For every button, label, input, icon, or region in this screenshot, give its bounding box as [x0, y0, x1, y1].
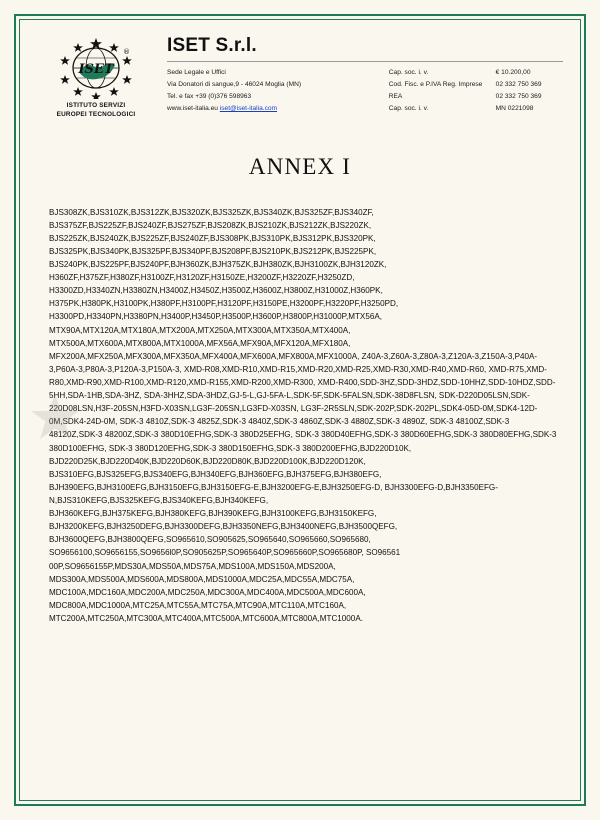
website-text: www.iset-italia.eu — [167, 104, 220, 112]
annex-product-list — [27, 206, 573, 626]
letterhead — [27, 27, 573, 120]
info-web — [167, 103, 389, 115]
company-block — [155, 35, 563, 115]
logo-block — [37, 35, 155, 120]
info-row — [167, 79, 563, 91]
info-address: Via Donatori di sangue,9 - 46024 Moglia (MN) — [167, 80, 302, 88]
svg-text:ISET: ISET — [78, 62, 114, 77]
logo-caption-line1: ISTITUTO SERVIZI — [66, 102, 126, 109]
logo-caption — [37, 101, 155, 120]
email-link[interactable]: iset@iset-italia.com — [219, 104, 278, 112]
page-title: ANNEX I — [248, 153, 352, 179]
info-address: Sede Legale e Uffici — [167, 68, 226, 76]
svg-text:®: ® — [123, 48, 130, 56]
iset-globe-logo-icon — [53, 37, 139, 99]
info-value: 02 332 750 369 — [495, 80, 542, 88]
header-divider — [167, 61, 563, 62]
info-label: Cod. Fisc. e P.IVA Reg. Imprese — [388, 80, 483, 88]
info-label: Cap. soc. i. v. — [388, 104, 429, 112]
info-value: € 10.200,00 — [495, 68, 531, 76]
logo-caption-line2: EUROPEI TECNOLOGICI — [56, 111, 136, 119]
info-row — [167, 103, 563, 115]
info-row — [167, 91, 563, 103]
info-value: MN 0221098 — [495, 104, 534, 112]
info-phone: Tel. e fax +39 (0)376 598963 — [167, 92, 252, 100]
info-value: 02 332 750 369 — [495, 92, 542, 100]
info-label: REA — [388, 92, 403, 100]
info-row — [167, 67, 563, 79]
info-label: Cap. soc. i. v. — [388, 68, 429, 76]
product-codes-text: BJS308ZK,BJS310ZK,BJS312ZK,BJS320ZK,BJS325ZK,BJS340ZK,BJS325ZF,BJS340ZF, BJS375ZF,BJS225ZF,BJS240ZF,BJS275ZF,BJS208ZK,BJS210ZK,BJS212ZK,BJS220ZK, BJS225ZK,BJS240ZK,BJS225ZF,BJS240ZF,BJS308PK,BJS310PK,BJS312PK,BJS320PK, BJS325PK,BJS340PK,BJS325PF,BJS340PF,BJS208PF,BJS210PK,BJS212PK,BJS225PK, BJS240PK,BJS225PF,BJS240PF,BJH360ZK,BJH375ZK,BJH380ZK,BJH3100ZK,BJH3120ZK, H360ZF,H375ZF,H380ZF,H3100ZF,H3120ZF,H3150ZE,H3200ZF,H3220ZF,H3250ZD, H3300ZD,H3340ZN,H3380ZN,H3400Z,H3450Z,H3500Z,H3600Z,H3800Z,H31000Z,H360PK, H375PK,H380PK,H3100PK,H380PF,H3100PF,H3120PF,H3150PE,H3200PF,H3220PF,H3250PD, H3300PD,H3340PN,H3380PN,H3400P,H3450P,H3500P,H3600P,H3800P,H31000P,MTX56A, MTX90A,MTX120A,MTX180A,MTX200A,MTX250A,MTX300A,MTX350A,MTX400A, MTX500A,MTX600A,MTX800A,MTX1000A,MFX56A,MFX90A,MFX120A,MFX180A, MFX200A,MFX250A,MFX300A,MFX350A,MFX400A,MFX600A,MFX800A,MFX1000A, Z40A-3,Z60A-3,Z80A-3,Z120A-3,Z150A-3,P40A-3,P60A-3,P80A-3,P120A-3,P150A-3, XMD-R08,XMD-R10,XMD-R15,XMD-R20,XMD-R25,XMD-R30,XMD-R40,XMD-R60, XMD-R75,XMD-R80,XMD-R90,XMD-R100,XMD-R120,XMD-R155,XMD-R200,XMD-R300, XMD-R400,SDD-3HZ,SDD-3HDZ,SDD-10HHZ,SDD-10HDZ,SDD-5HH,SDA-1HB,SDA-3HZ, SDA-3HHZ,SDA-3HDZ,GJ-5-L,GJ-5FA-L,SDK-5F,SDK-5FALSN,SDK-38D8FLSN, SDK-D220D05LSN,SDK-220D08LSN,H3F-205SN,H3FD-X03SN,LG3F-205SN,LG3FD-X03SN, LG3F-2R5SLN,SDK-202P,SDK-202PL,SDK4-05D-0M,SDK4-12D-0M,SDK4-24D-0M, SDK-3 4810Z,SDK-3 4825Z,SDK-3 4840Z,SDK-3 4860Z,SDK-3 4880Z,SDK-3 4890Z, SDK-3 48100Z,SDK-3 48120Z,SDK-3 48200Z,SDK-3 380D10EFHG,SDK-3 380D25EFHG, SDK-3 380D40EFHG,SDK-3 380D60EFHG,SDK-3 380D80EFHG,SDK-3 380D100EFHG, SDK-3 380D120EFHG,SDK-3 380D150EFHG,SDK-3 380D200EFHG,BJD220D10K, BJD220D25K,BJD220D40K,BJD220D60K,BJD220D80K,BJD220D100K,BJD220D120K, BJS310EFG,BJS325EFG,BJS340EFG,BJH340EFG,BJH360EFG,BJH375EFG,BJH380EFG, BJH390EFG,BJH3100EFG,BJH3150EFG,BJH3150EFG-E,BJH3200EFG-E,BJH3250EFG-D, BJH3300EFG-D,BJH3350EFG-N,BJS310KEFG,BJS325KEFG,BJS340KEFG,BJH340KEFG, BJH360KEFG,BJH375KEFG,BJH380KEFG,BJH390KEFG,BJH3100KEFG,BJH3150KEFG, BJH3200KEFG,BJH3250DEFG,BJH3300DEFG,BJH3350NEFG,BJH3400NEFG,BJH3500QEFG, BJH3600QEFG,BJH3800QEFG,SO965610,SO905625,SO965640,SO965660,SO965680, SO9656100,SO9656155,SO9656l0P,SO905625P,SO965640P,SO965660P,SO965680P, SO96561 00P,SO9656155P,MDS30A,MDS50A,MDS75A,MDS100A,MDS150A,MDS200A, MDS300A,MDS500A,MDS600A,MDS800A,MDS1000A,MDC25A,MDC55A,MDC75A, MDC100A,MDC160A,MDC200A,MDC250A,MDC300A,MDC400A,MDC500A,MDC600A, MDC800A,MDC1000A,MTC25A,MTC55A,MTC75A,MTC90A,MTC110A,MTC160A, MTC200A,MTC250A,MTC300A,MTC400A,MTC500A,MTC600A,MTC800A,MTC1000A. — [49, 207, 557, 623]
page-content — [27, 27, 573, 793]
company-name: ISET S.r.l. — [167, 35, 257, 56]
company-info-table — [167, 67, 563, 115]
